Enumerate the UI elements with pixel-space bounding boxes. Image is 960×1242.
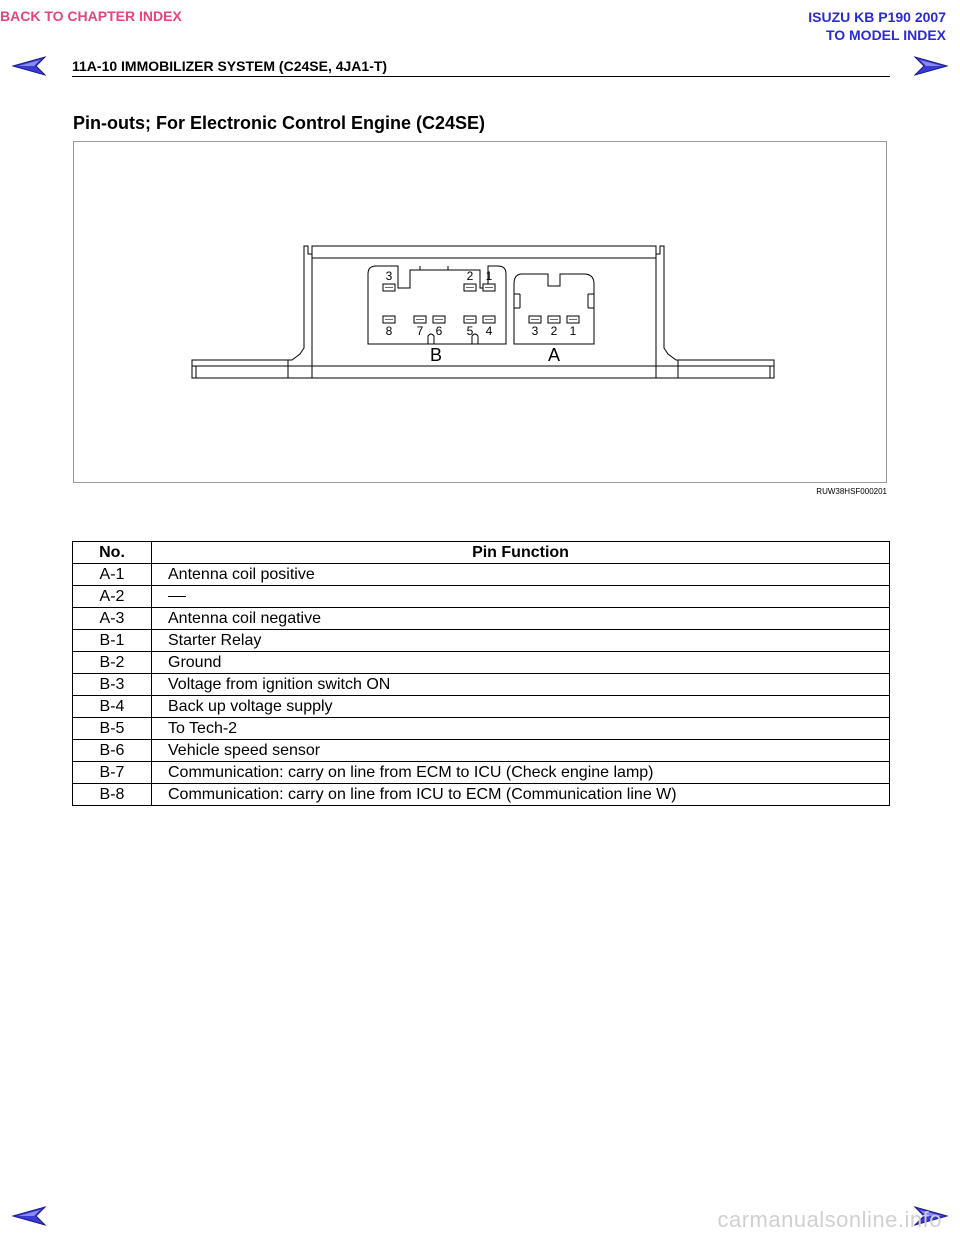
- pin-label-b6: 6: [435, 324, 443, 338]
- table-row: [73, 718, 890, 740]
- pin-function: Antenna coil negative: [152, 608, 890, 630]
- table-row: [73, 652, 890, 674]
- pin-label-b5: 5: [466, 324, 474, 338]
- model-index-link[interactable]: [808, 8, 946, 44]
- pin-function: Vehicle speed sensor: [152, 740, 890, 762]
- icu-connector-diagram: [74, 142, 886, 482]
- pin-function: Ground: [152, 652, 890, 674]
- pin-function: Back up voltage supply: [152, 696, 890, 718]
- pin-number: B-6: [73, 740, 152, 762]
- pin-label-b8: 8: [385, 324, 393, 338]
- pin-number: B-2: [73, 652, 152, 674]
- pin-function: Communication: carry on line from ICU to ECM (Communication line W): [152, 784, 890, 806]
- pin-number: A-2: [73, 586, 152, 608]
- page-title: 11A-10 IMMOBILIZER SYSTEM (C24SE, 4JA1-T): [72, 58, 388, 74]
- pin-label-b7: 7: [416, 324, 424, 338]
- pin-function: Voltage from ignition switch ON: [152, 674, 890, 696]
- pin-label-b2: 2: [466, 269, 474, 283]
- pin-function: Communication: carry on line from ECM to ICU (Check engine lamp): [152, 762, 890, 784]
- dash-mark: [168, 596, 186, 597]
- pin-label-b1: 1: [485, 269, 493, 283]
- pin-number: B-5: [73, 718, 152, 740]
- connector-b-label: B: [429, 345, 443, 365]
- pin-function: Starter Relay: [152, 630, 890, 652]
- section-title: Pin-outs; For Electronic Control Engine (C24SE): [73, 113, 486, 133]
- pin-function: To Tech-2: [152, 718, 890, 740]
- pin-number: A-1: [73, 564, 152, 586]
- to-model-index-label: TO MODEL INDEX: [825, 27, 946, 43]
- pin-function-empty: [152, 586, 890, 608]
- right-arrow-icon[interactable]: [914, 55, 948, 77]
- figure-code: RUW38HSF000201: [816, 487, 887, 496]
- pin-number: B-4: [73, 696, 152, 718]
- pin-function: Antenna coil positive: [152, 564, 890, 586]
- pin-number: B-7: [73, 762, 152, 784]
- connector-figure: [73, 141, 887, 483]
- table-row: [73, 696, 890, 718]
- column-header-no: No.: [73, 542, 152, 564]
- model-title: ISUZU KB P190 2007: [808, 9, 946, 25]
- table-row: [73, 674, 890, 696]
- pin-number: B-1: [73, 630, 152, 652]
- table-row: [73, 586, 890, 608]
- site-watermark: carmanualsonline.info: [717, 1207, 942, 1232]
- table-row: [73, 762, 890, 784]
- pin-label-b3: 3: [385, 269, 393, 283]
- pin-function-table: [72, 541, 890, 806]
- pin-label-a3: 3: [531, 324, 539, 338]
- connector-a-label: A: [547, 345, 561, 365]
- table-row: [73, 740, 890, 762]
- column-header-pin-function: Pin Function: [152, 542, 890, 564]
- table-row: [73, 784, 890, 806]
- pin-label-a1: 1: [569, 324, 577, 338]
- left-arrow-icon[interactable]: [12, 1205, 46, 1227]
- back-to-chapter-index-link[interactable]: BACK TO CHAPTER INDEX: [0, 8, 182, 24]
- header-divider: [72, 76, 890, 77]
- table-row: [73, 630, 890, 652]
- table-header-row: [73, 542, 890, 564]
- pin-number: A-3: [73, 608, 152, 630]
- table-row: [73, 564, 890, 586]
- table-row: [73, 608, 890, 630]
- pin-label-a2: 2: [550, 324, 558, 338]
- pin-label-b4: 4: [485, 324, 493, 338]
- pin-number: B-8: [73, 784, 152, 806]
- pin-number: B-3: [73, 674, 152, 696]
- left-arrow-icon[interactable]: [12, 55, 46, 77]
